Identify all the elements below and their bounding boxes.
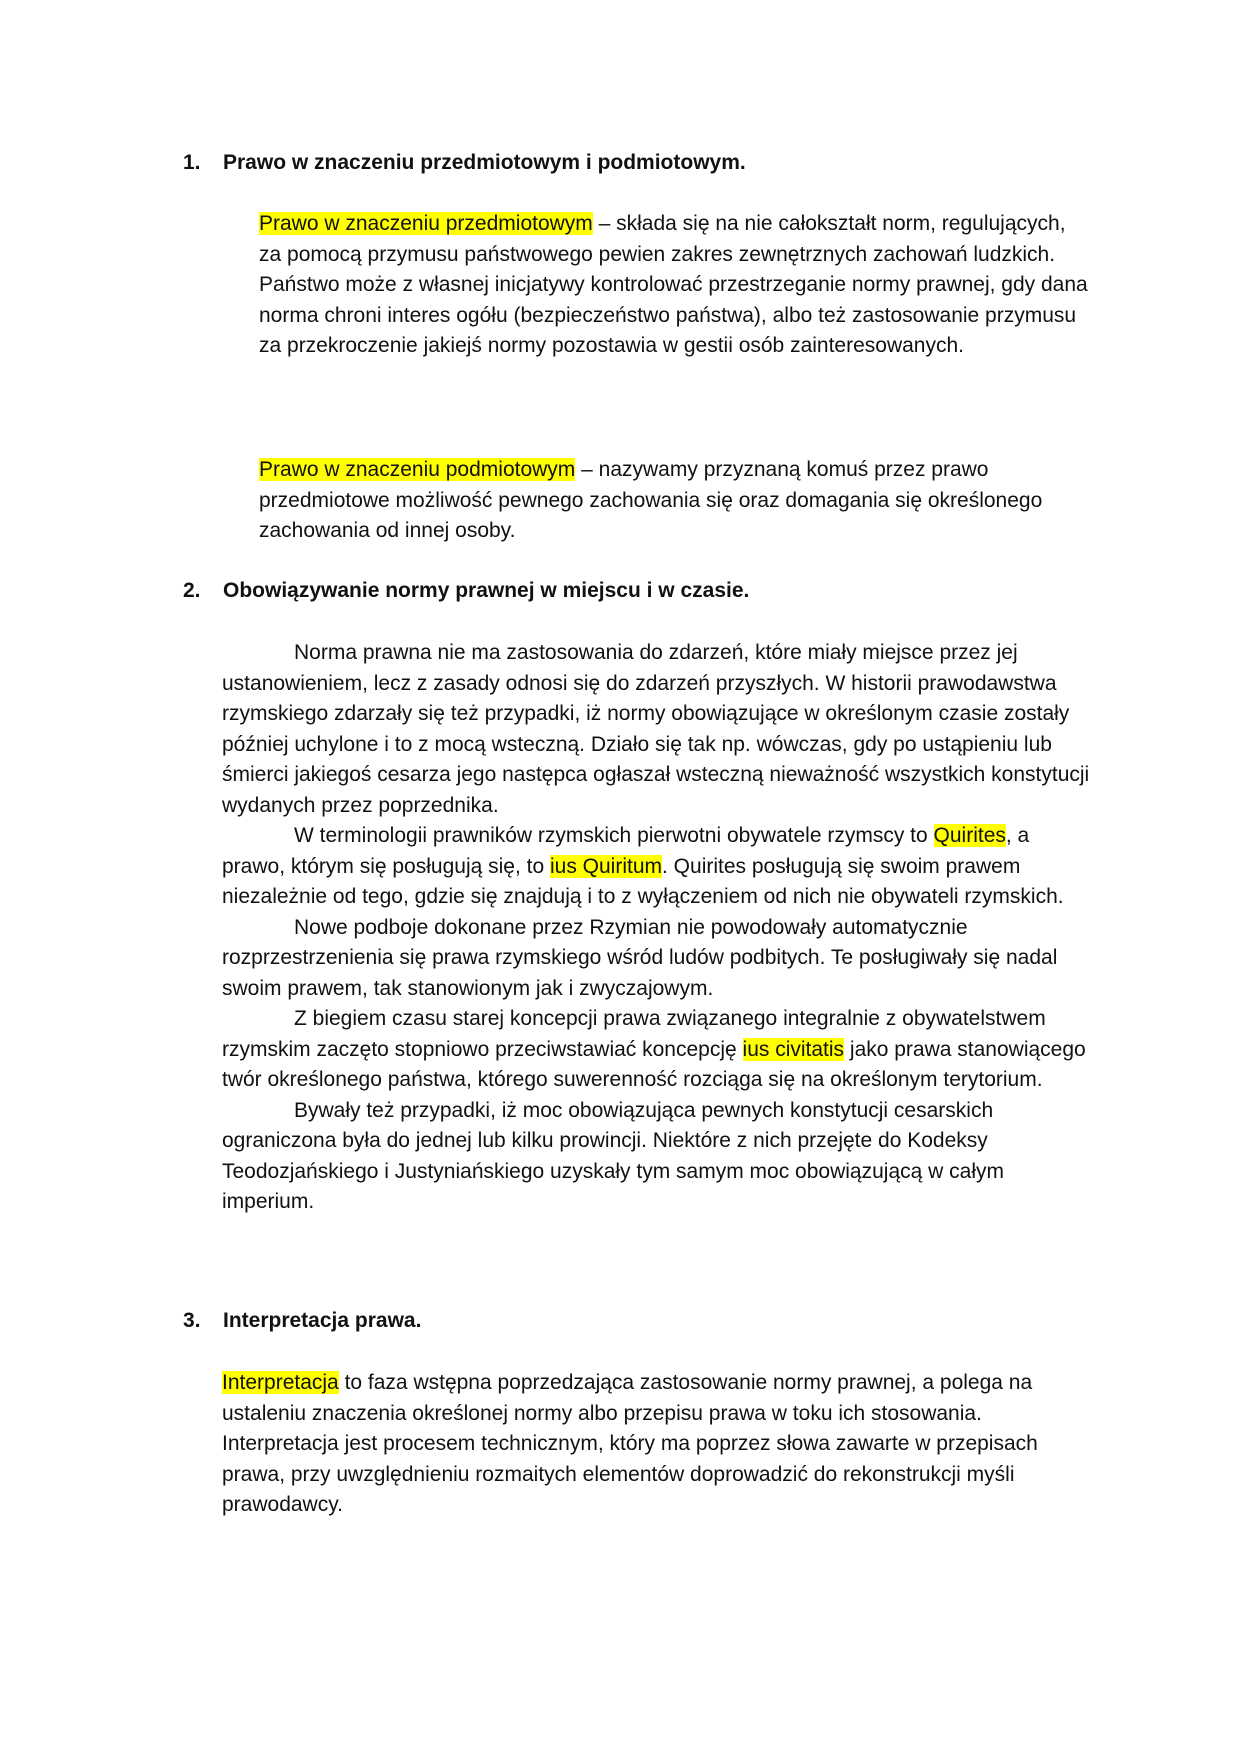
text-run: W terminologii prawników rzymskich pierwotni obywatele rzymscy to: [294, 824, 934, 847]
definition-objective: [259, 209, 1089, 270]
highlighted-term: Prawo w znaczeniu podmiotowym: [259, 458, 576, 481]
section-2-body: [222, 638, 1092, 1218]
highlighted-term: ius civitatis: [742, 1037, 845, 1061]
section-3-body: [222, 1368, 1092, 1521]
section-1-body-2: [259, 455, 1089, 547]
section-1-number: 1.: [183, 151, 201, 174]
highlighted-term: Prawo w znaczeniu przedmiotowym: [259, 212, 593, 235]
text-run: . Quirites posługują się swoim prawem niezależnie od tego, gdzie się znajdują i to z wyłączeniem od nich nie obywateli rzymskich.: [222, 854, 1064, 908]
paragraph: Bywały też przypadki, iż moc obowiązująca pewnych konstytucji cesarskich ograniczona była do jednej lub kilku prowincji. Niektóre z nich przejęte do Kodeksy Teodozjańskiego i Justyniańskiego uzyskały tym samym moc obowiązującą w całym imperium.: [222, 1098, 1004, 1213]
highlighted-term: Quirites: [933, 824, 1006, 847]
section-1-body: [259, 209, 1089, 362]
section-3-title: Interpretacja prawa.: [223, 1309, 422, 1332]
highlighted-term: Interpretacja: [222, 1371, 339, 1394]
paragraph: Norma prawna nie ma zastosowania do zdarzeń, które miały miejsce przez jej ustanowieniem, lecz z zasady odnosi się do zdarzeń przyszłych. W historii prawodawstwa rzymskiego zdarzały się też przypadki, iż normy obowiązujące w określonym czasie zostały później uchylone i to z mocą wsteczną. Działo się tak np. wówczas, gdy po ustąpieniu lub śmierci jakiegoś cesarza jego następca ogłaszał wsteczną nieważność wszystkich konstytucji wydanych przez poprzednika.: [222, 641, 1090, 817]
text-run: to faza wstępna poprzedzająca zastosowanie normy prawnej, a polega na ustaleniu znaczenia określonej normy albo przepisu prawa w toku ich stosowania. Interpretacja jest procesem technicznym, który ma poprzez słowa zawarte w przepisach prawa, przy uwzględnieniu rozmaitych elementów doprowadzić do rekonstrukcji myśli prawodawcy.: [222, 1371, 1038, 1516]
section-3-number: 3.: [183, 1309, 201, 1332]
paragraph: [222, 1368, 1092, 1521]
section-1-heading: [183, 148, 746, 178]
highlighted-term: ius Quiritum: [549, 854, 663, 878]
paragraph: Państwo może z własnej inicjatywy kontrolować przestrzeganie normy prawnej, gdy dana norma chroni interes ogółu (bezpieczeństwo państwa), albo też zastosowanie przymusu za przekroczenie jakiejś normy pozostawia w gestii osób zainteresowanych.: [259, 273, 1088, 357]
paragraph: [222, 1004, 1092, 1096]
section-2-title: Obowiązywanie normy prawnej w miejscu i w czasie.: [223, 579, 750, 602]
section-2-number: 2.: [183, 579, 201, 602]
text-run: , a prawo, którym się posługują się, to: [222, 824, 1030, 878]
text-run: jako prawa stanowiącego twór określonego państwa, którego suwerenność rozciąga się na określonym terytorium.: [222, 1037, 1086, 1091]
section-2-heading: [183, 576, 749, 606]
text-run: Z biegiem czasu starej koncepcji prawa związanego integralnie z obywatelstwem rzymskim zaczęto stopniowo przeciwstawiać koncepcję: [222, 1007, 1046, 1061]
paragraph: Nowe podboje dokonane przez Rzymian nie powodowały automatycznie rozprzestrzenienia się prawa rzymskiego wśród ludów podbitych. Te posługiwały się nadal swoim prawem, tak stanowionym jak i zwyczajowym.: [222, 915, 1058, 1000]
definition-text: – składa się na nie całokształt norm, regulujących, za pomocą przymusu państwowego pewien zakres zewnętrznych zachowań ludzkich.: [259, 212, 1066, 266]
section-1-title: Prawo w znaczeniu przedmiotowym i podmiotowym.: [223, 151, 746, 174]
section-3-heading: [183, 1306, 421, 1336]
definition-text: – nazywamy przyznaną komuś przez prawo przedmiotowe możliwość pewnego zachowania się oraz domagania się określonego zachowania od innej osoby.: [259, 458, 1043, 542]
paragraph: [222, 821, 1092, 913]
definition-subjective: [259, 455, 1089, 547]
